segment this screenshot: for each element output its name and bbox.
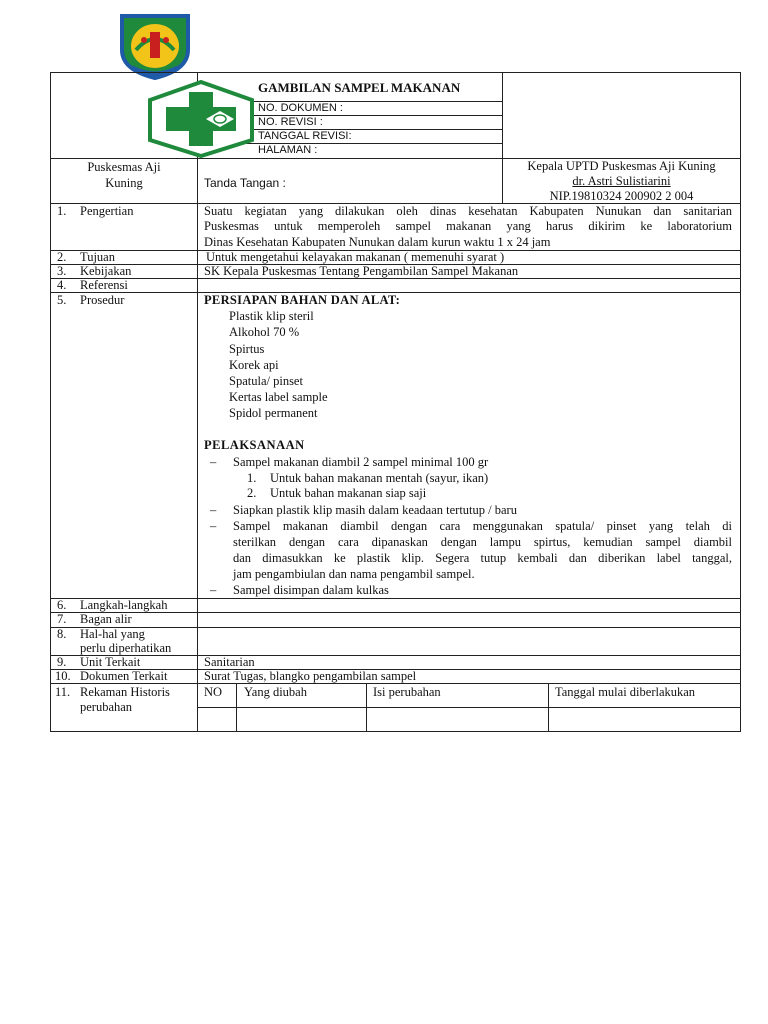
puskesmas-name-line1: Puskesmas Aji (87, 160, 161, 174)
row-label-tujuan: Tujuan (80, 250, 115, 264)
exec-step-4: Sampel disimpan dalam kulkas (233, 583, 389, 597)
row-num: 9. (57, 655, 67, 669)
dash-bullet: – (210, 455, 217, 469)
exec-step-3-line2: sterilkan dengan cara dipanaskan dengan lampu spirtus, kemudian sampel diambil (233, 535, 732, 549)
dash-bullet: – (210, 583, 217, 597)
unit-value: Sanitarian (204, 655, 255, 669)
row-label-bagan: Bagan alir (80, 612, 132, 626)
prep-item: Korek api (229, 358, 279, 372)
puskesmas-name-line2: Kuning (105, 176, 143, 190)
history-col-date: Tanggal mulai diberlakukan (555, 685, 696, 699)
pengertian-line2: Puskesmas untuk memperoleh sampel makanan yang harus dikirim ke laboratorium (204, 219, 732, 233)
exec-step-3-line1: Sampel makanan diambil dengan cara menggunakan spatula/ pinset yang telah di (233, 519, 732, 533)
exec-step-1: Sampel makanan diambil 2 sampel minimal 100 gr (233, 455, 489, 469)
row-num: 11. (55, 685, 71, 699)
prep-title: PERSIAPAN BAHAN DAN ALAT: (204, 293, 401, 307)
prep-item: Alkohol 70 % (229, 325, 300, 339)
row-num: 2. (57, 250, 67, 264)
row-num: 4. (57, 278, 67, 292)
kebijakan-value: SK Kepala Puskesmas Tentang Pengambilan Sampel Makanan (204, 264, 519, 278)
history-col-no: NO (204, 685, 223, 699)
pengertian-line1: Suatu kegiatan yang dilakukan oleh dinas kesehatan Kabupaten Nunukan dan sanitarian (204, 204, 732, 218)
prep-item: Spirtus (229, 342, 265, 356)
row-label-rekaman-2: perubahan (80, 700, 133, 714)
table-border-top (50, 72, 741, 73)
document-title: GAMBILAN SAMPEL MAKANAN (258, 80, 461, 95)
meta-no-dokumen: NO. DOKUMEN : (258, 102, 343, 114)
history-col-changed: Yang diubah (244, 685, 307, 699)
prep-item: Plastik klip steril (229, 309, 314, 323)
regional-emblem-logo (116, 10, 194, 80)
row-label-kebijakan: Kebijakan (80, 264, 132, 278)
table-border-right (740, 72, 741, 732)
head-nip: NIP.19810324 200902 2 004 (549, 189, 694, 203)
dash-bullet: – (210, 519, 217, 533)
meta-no-revisi: NO. REVISI : (258, 116, 323, 128)
prep-item: Spidol permanent (229, 406, 318, 420)
row-label-hal-2: perlu diperhatikan (80, 641, 172, 655)
row-num: 5. (57, 293, 67, 307)
history-col-content: Isi perubahan (373, 685, 441, 699)
sub-num: 1. (247, 471, 257, 485)
exec-step-3-line3: dan dimasukkan ke plastik klip. Segera tutup kembali dan diberikan label tanggal, (233, 551, 732, 565)
exec-title: PELAKSANAAN (204, 438, 305, 452)
exec-step-3-line4: jam pengambiulan dan nama pengambil sampel. (233, 567, 475, 581)
tujuan-value: Untuk mengetahui kelayakan makanan ( memenuhi syarat ) (206, 250, 505, 264)
prep-item: Kertas label sample (229, 390, 328, 404)
row-num: 6. (57, 598, 67, 612)
signature-label: Tanda Tangan : (204, 176, 286, 190)
row-label-rekaman: Rekaman Historis (80, 685, 170, 699)
head-name: dr. Astri Sulistiarini (572, 174, 671, 188)
exec-step-2: Siapkan plastik klip masih dalam keadaan tertutup / baru (233, 503, 517, 517)
exec-sub-1: Untuk bahan makanan mentah (sayur, ikan) (270, 471, 489, 485)
meta-halaman: HALAMAN : (258, 144, 318, 156)
row-num: 1. (57, 204, 67, 218)
row-label-dokumen: Dokumen Terkait (80, 669, 168, 683)
head-title: Kepala UPTD Puskesmas Aji Kuning (527, 159, 716, 173)
pengertian-line3: Dinas Kesehatan Kabupaten Nunukan dalam kurun waktu 1 x 24 jam (204, 235, 551, 249)
sub-num: 2. (247, 486, 257, 500)
row-num: 3. (57, 264, 67, 278)
puskesmas-cross-logo (148, 80, 254, 158)
row-num: 8. (57, 627, 67, 641)
row-label-langkah: Langkah-langkah (80, 598, 168, 612)
row-label-unit: Unit Terkait (80, 655, 141, 669)
row-label-referensi: Referensi (80, 278, 128, 292)
row-num: 10. (55, 669, 71, 683)
dash-bullet: – (210, 503, 217, 517)
meta-tanggal-revisi: TANGGAL REVISI: (258, 130, 352, 142)
table-border-bottom (50, 731, 741, 732)
row-label-pengertian: Pengertian (80, 204, 134, 218)
row-label-prosedur: Prosedur (80, 293, 125, 307)
dokumen-value: Surat Tugas, blangko pengambilan sampel (204, 669, 417, 683)
prep-item: Spatula/ pinset (229, 374, 303, 388)
row-num: 7. (57, 612, 67, 626)
row-label-hal: Hal-hal yang (80, 627, 145, 641)
exec-sub-2: Untuk bahan makanan siap saji (270, 486, 427, 500)
